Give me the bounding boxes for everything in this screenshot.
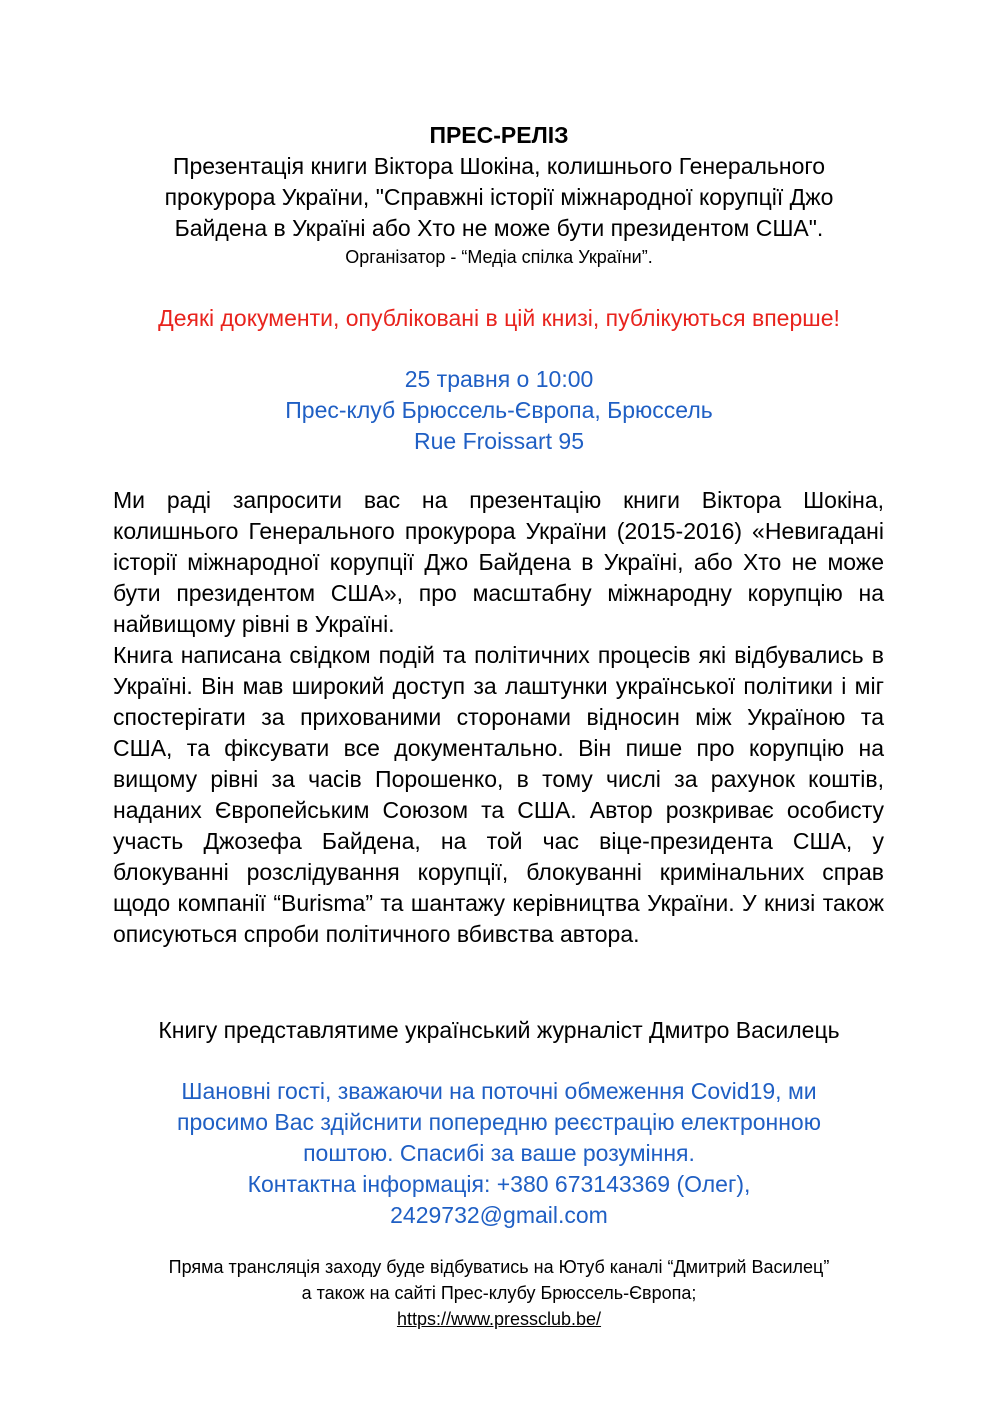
notice-line: поштою. Спасибі за ваше розуміння. xyxy=(303,1140,695,1166)
livestream-info xyxy=(0,1254,998,1332)
body-text xyxy=(113,485,884,950)
registration-notice xyxy=(0,1076,998,1231)
book-presentation-subtitle xyxy=(0,151,998,244)
presenter-line: Книгу представлятиме український журналіст Дмитро Василець xyxy=(158,1017,840,1043)
subtitle-line: Байдена в Україні або Хто не може бути президентом США". xyxy=(174,215,824,241)
livestream-site-text: а також на сайті Прес-клубу Брюссель-Європа; xyxy=(301,1283,697,1303)
organizer-line: Організатор - “Медіа спілка України”. xyxy=(345,247,653,267)
body-paragraph: Книга написана свідком подій та політичних процесів які відбувались в Україні. Він мав широкий доступ за лаштунки української політики і міг спостерігати за прихованими сторонами відносин між Україною та США, та фіксувати все документально. Він пише про корупцію на вищому рівні за часів Порошенко, в тому числі за рахунок коштів, наданих Європейським Союзом та США. Автор розкриває особисту участь Джозефа Байдена, на той час віце-президента США, у блокуванні розслідування корупції, блокуванні кримінальних справ щодо компанії “Burisma” та шантажу керівництва України. У книзі також описуються спроби політичного вбивства автора. xyxy=(113,642,884,947)
body-paragraph: Ми раді запросити вас на презентацію книги Віктора Шокіна, колишнього Генерального прокурора України (2015-2016) «Невигадані історії міжнародної корупції Джо Байдена в Україні, або Хто не може бути президентом США», про масштабну міжнародну корупцію на найвищому рівні в Україні. xyxy=(113,487,884,637)
livestream-site-line xyxy=(0,1280,998,1332)
page-title: ПРЕС-РЕЛІЗ xyxy=(429,122,569,148)
livestream-line: Пряма трансляція заходу буде відбуватись на Ютуб каналі “Дмитрий Василец” xyxy=(168,1257,830,1277)
subtitle-line: Презентація книги Віктора Шокіна, колишнього Генерального xyxy=(172,153,826,179)
contact-email: 2429732@gmail.com xyxy=(390,1202,608,1228)
event-address: Rue Froissart 95 xyxy=(413,428,584,454)
contact-info-line: Контактна інформація: +380 673143369 (Олег), xyxy=(247,1171,751,1197)
first-publication-notice: Деякі документи, опубліковані в цій книзі, публікуються вперше! xyxy=(158,305,840,331)
event-venue: Прес-клуб Брюссель-Європа, Брюссель xyxy=(285,397,713,423)
notice-line: просимо Вас здійснити попередню реєстрацію електронною xyxy=(177,1109,821,1135)
event-datetime: 25 травня о 10:00 xyxy=(404,366,594,392)
event-details xyxy=(0,364,998,457)
subtitle-line: прокурора України, "Справжні історії міжнародної корупції Джо xyxy=(164,184,834,210)
pressclub-link[interactable]: https://www.pressclub.be/ xyxy=(396,1309,602,1329)
notice-line: Шановні гості, зважаючи на поточні обмеження Covid19, ми xyxy=(181,1078,817,1104)
